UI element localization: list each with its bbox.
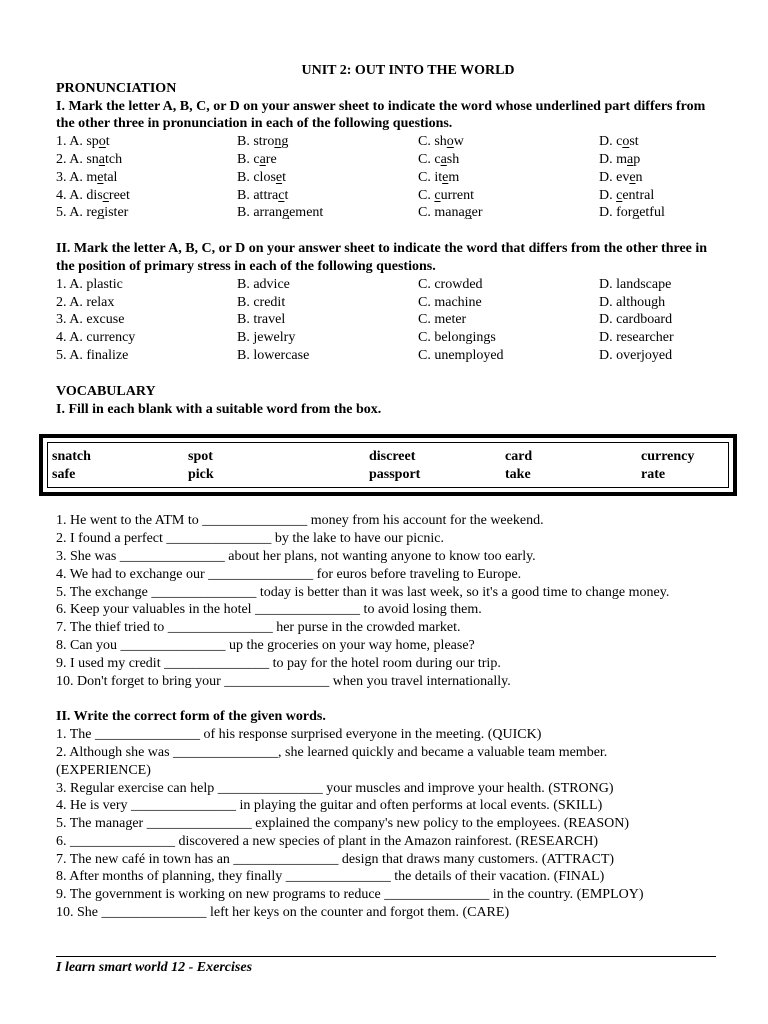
answer-option bbox=[56, 151, 237, 169]
underlined-part: a bbox=[440, 151, 447, 167]
word-box-inner bbox=[47, 442, 729, 488]
pronunciation-part1-instruction: I. Mark the letter A, B, C, or D on your answer sheet to indicate the word whose underlined part differs from the other three in pronunciation in each of the following questions. bbox=[56, 98, 706, 132]
answer-option: C. meter bbox=[418, 312, 467, 328]
underlined-part: n bbox=[274, 134, 282, 150]
question-row bbox=[56, 311, 720, 329]
option-text: B. clos bbox=[237, 169, 276, 185]
option-text: D. for bbox=[599, 205, 633, 221]
option-text: n bbox=[635, 169, 643, 185]
answer-option: B. travel bbox=[237, 312, 286, 328]
underlined-part: g bbox=[97, 205, 105, 221]
option-text: D. m bbox=[599, 151, 627, 167]
box-word: discreet bbox=[369, 449, 416, 465]
option-text: D. bbox=[599, 187, 617, 203]
option-text: w bbox=[453, 134, 464, 150]
answer-option: 3. A. excuse bbox=[56, 312, 125, 328]
answer-option: B. advice bbox=[237, 276, 290, 292]
question-row bbox=[56, 294, 720, 312]
answer-option: D. landscape bbox=[599, 276, 672, 292]
underlined-part: e bbox=[442, 169, 449, 185]
option-text: re bbox=[265, 151, 277, 167]
answer-option: C. machine bbox=[418, 294, 482, 310]
pronunciation-part2-instruction: II. Mark the letter A, B, C, or D on your answer sheet to indicate the word that differs from the other three in the position of primary stress in each of the following questions. bbox=[56, 241, 708, 274]
box-word: pick bbox=[188, 466, 214, 482]
answer-option bbox=[418, 169, 599, 187]
option-text: p bbox=[633, 151, 641, 167]
word-box-row bbox=[52, 466, 724, 484]
underlined-part: o bbox=[622, 134, 630, 150]
answer-option bbox=[237, 187, 418, 205]
box-word: rate bbox=[641, 466, 666, 482]
option-text: ister bbox=[104, 205, 129, 221]
answer-option bbox=[237, 151, 418, 169]
underlined-part: o bbox=[98, 134, 106, 150]
box-word: snatch bbox=[52, 449, 91, 465]
word-form-sentence: 4. He is very _______________ in playing the guitar and often performs at local events. (SKILL) bbox=[56, 798, 603, 814]
option-text: entral bbox=[622, 187, 655, 203]
answer-option: 4. A. currency bbox=[56, 330, 136, 346]
underlined-part: o bbox=[446, 134, 454, 150]
underlined-part: g bbox=[464, 205, 472, 221]
footer-text: I learn smart world 12 - Exercises bbox=[56, 960, 253, 975]
answer-option bbox=[418, 133, 599, 151]
option-text: urrent bbox=[440, 187, 474, 203]
question-row bbox=[56, 329, 720, 347]
underlined-part: e bbox=[629, 169, 636, 185]
fill-in-sentence: 3. She was _______________ about her plans, not wanting anyone to know too early. bbox=[56, 548, 536, 564]
pronunciation-part2-questions bbox=[56, 276, 720, 365]
option-text: er bbox=[471, 205, 483, 221]
fill-in-sentence: 8. Can you _______________ up the groceries on your way home, please? bbox=[56, 637, 475, 653]
option-text: D. c bbox=[599, 134, 623, 150]
worksheet-page bbox=[52, 62, 720, 922]
option-text: st bbox=[629, 134, 639, 150]
word-form-sentence: 10. She _______________ left her keys on the counter and forgot them. (CARE) bbox=[56, 905, 510, 921]
answer-option bbox=[56, 169, 237, 187]
option-text: 3. A. m bbox=[56, 169, 98, 185]
answer-option bbox=[418, 151, 599, 169]
option-text: 5. A. re bbox=[56, 205, 98, 221]
word-form-sentence: 9. The government is working on new programs to reduce _______________ in the country. (EMPLOY) bbox=[56, 887, 644, 903]
question-row bbox=[56, 187, 720, 205]
answer-option bbox=[237, 133, 418, 151]
word-form-sentence: 6. _______________ discovered a new species of plant in the Amazon rainforest. (RESEARCH) bbox=[56, 833, 599, 849]
word-form-sentence: 2. Although she was _______________, she learned quickly and became a valuable team member. (EXPERIENCE) bbox=[56, 744, 608, 778]
question-row bbox=[56, 204, 720, 222]
box-word: take bbox=[505, 466, 531, 482]
option-text: B. attra bbox=[237, 187, 279, 203]
answer-option: C. unemployed bbox=[418, 347, 504, 363]
underlined-part: c bbox=[278, 187, 285, 203]
fill-in-sentence: 9. I used my credit _______________ to pay for the hotel room during our trip. bbox=[56, 655, 501, 671]
fill-in-sentence: 1. He went to the ATM to _______________ money from his account for the weekend. bbox=[56, 513, 544, 529]
fill-in-sentence: 7. The thief tried to _______________ her purse in the crowded market. bbox=[56, 620, 461, 636]
option-text: ement bbox=[289, 205, 324, 221]
unit-title: UNIT 2: OUT INTO THE WORLD bbox=[301, 63, 515, 78]
footer-rule bbox=[56, 956, 716, 957]
box-word: spot bbox=[188, 449, 213, 465]
box-word: safe bbox=[52, 466, 76, 482]
word-form-sentence: 7. The new café in town has an _______________ design that draws many customers. (ATTRACT) bbox=[56, 851, 615, 867]
pronunciation-heading: PRONUNCIATION bbox=[56, 80, 177, 96]
answer-option bbox=[599, 151, 768, 169]
answer-option bbox=[418, 204, 599, 222]
question-row bbox=[56, 276, 720, 294]
question-row bbox=[56, 151, 720, 169]
fill-in-sentence: 10. Don't forget to bring your _______________ when you travel internationally. bbox=[56, 673, 511, 689]
question-row bbox=[56, 169, 720, 187]
option-text: t bbox=[282, 169, 286, 185]
option-text: 2. A. sn bbox=[56, 151, 99, 167]
answer-option: C. crowded bbox=[418, 276, 483, 292]
underlined-part: g bbox=[632, 205, 640, 221]
option-text: t bbox=[105, 134, 110, 150]
answer-option: D. although bbox=[599, 294, 666, 310]
answer-option bbox=[599, 133, 768, 151]
question-row bbox=[56, 133, 720, 151]
underlined-part: c bbox=[102, 187, 109, 203]
answer-option bbox=[418, 187, 599, 205]
option-text: tal bbox=[103, 169, 118, 185]
answer-option: C. belongings bbox=[418, 330, 496, 346]
answer-option: B. credit bbox=[237, 294, 286, 310]
option-text: B. c bbox=[237, 151, 260, 167]
answer-option bbox=[237, 169, 418, 187]
fill-in-sentence: 2. I found a perfect _______________ by the lake to have our picnic. bbox=[56, 531, 445, 547]
box-word: card bbox=[505, 449, 533, 465]
underlined-part: c bbox=[616, 187, 623, 203]
vocabulary-part2-sentences bbox=[56, 726, 696, 922]
option-text: C. mana bbox=[418, 205, 465, 221]
word-form-sentence: 3. Regular exercise can help _______________ your muscles and improve your health. (STRONG) bbox=[56, 780, 614, 796]
answer-option: 1. A. plastic bbox=[56, 276, 123, 292]
word-box-row bbox=[52, 448, 724, 466]
option-text: 1. A. sp bbox=[56, 134, 99, 150]
option-text: reet bbox=[108, 187, 130, 203]
option-text: D. ev bbox=[599, 169, 630, 185]
answer-option: 2. A. relax bbox=[56, 294, 115, 310]
fill-in-sentence: 5. The exchange _______________ today is better than it was last week, so it's a good time to change money. bbox=[56, 584, 670, 600]
vocabulary-part1-instruction: I. Fill in each blank with a suitable word from the box. bbox=[56, 401, 382, 417]
answer-option bbox=[599, 204, 768, 222]
answer-option: D. cardboard bbox=[599, 312, 673, 328]
answer-option bbox=[56, 133, 237, 151]
answer-option bbox=[56, 204, 237, 222]
underlined-part: c bbox=[434, 187, 441, 203]
vocabulary-part2-instruction: II. Write the correct form of the given words. bbox=[56, 709, 326, 725]
option-text: 4. A. dis bbox=[56, 187, 103, 203]
word-box bbox=[39, 434, 737, 496]
answer-option bbox=[599, 169, 768, 187]
word-form-sentence: 1. The _______________ of his response surprised everyone in the meeting. (QUICK) bbox=[56, 727, 542, 743]
answer-option: B. jewelry bbox=[237, 330, 296, 346]
option-text: C. it bbox=[418, 169, 443, 185]
question-row bbox=[56, 347, 720, 365]
answer-option bbox=[56, 187, 237, 205]
underlined-part: g bbox=[282, 205, 290, 221]
answer-option bbox=[237, 204, 418, 222]
word-form-sentence: 5. The manager _______________ explained the company's new policy to the employees. (REASON) bbox=[56, 816, 630, 832]
answer-option: B. lowercase bbox=[237, 347, 310, 363]
underlined-part: a bbox=[98, 151, 106, 167]
pronunciation-part1-questions bbox=[56, 133, 720, 222]
answer-option: D. overjoyed bbox=[599, 347, 673, 363]
word-form-sentence: 8. After months of planning, they finally _______________ the details of their vacation. (FINAL) bbox=[56, 869, 605, 885]
underlined-part: e bbox=[97, 169, 104, 185]
option-text: m bbox=[448, 169, 460, 185]
answer-option bbox=[599, 187, 768, 205]
option-text: g bbox=[281, 134, 289, 150]
vocabulary-heading: VOCABULARY bbox=[56, 383, 156, 399]
option-text: sh bbox=[446, 151, 460, 167]
box-word: currency bbox=[641, 449, 695, 465]
option-text: C. bbox=[418, 187, 435, 203]
option-text: t bbox=[284, 187, 289, 203]
option-text: C. sh bbox=[418, 134, 447, 150]
fill-in-sentence: 6. Keep your valuables in the hotel _______________ to avoid losing them. bbox=[56, 602, 482, 618]
underlined-part: e bbox=[275, 169, 283, 185]
underlined-part: a bbox=[259, 151, 266, 167]
answer-option: D. researcher bbox=[599, 330, 674, 346]
vocabulary-part1-sentences bbox=[56, 512, 720, 690]
option-text: B. stro bbox=[237, 134, 275, 150]
option-text: C. c bbox=[418, 151, 441, 167]
option-text: etful bbox=[639, 205, 665, 221]
option-text: tch bbox=[105, 151, 123, 167]
box-word: passport bbox=[369, 466, 421, 482]
answer-option: 5. A. finalize bbox=[56, 347, 129, 363]
underlined-part: a bbox=[627, 151, 634, 167]
option-text: B. arran bbox=[237, 205, 283, 221]
fill-in-sentence: 4. We had to exchange our _______________ for euros before traveling to Europe. bbox=[56, 566, 522, 582]
